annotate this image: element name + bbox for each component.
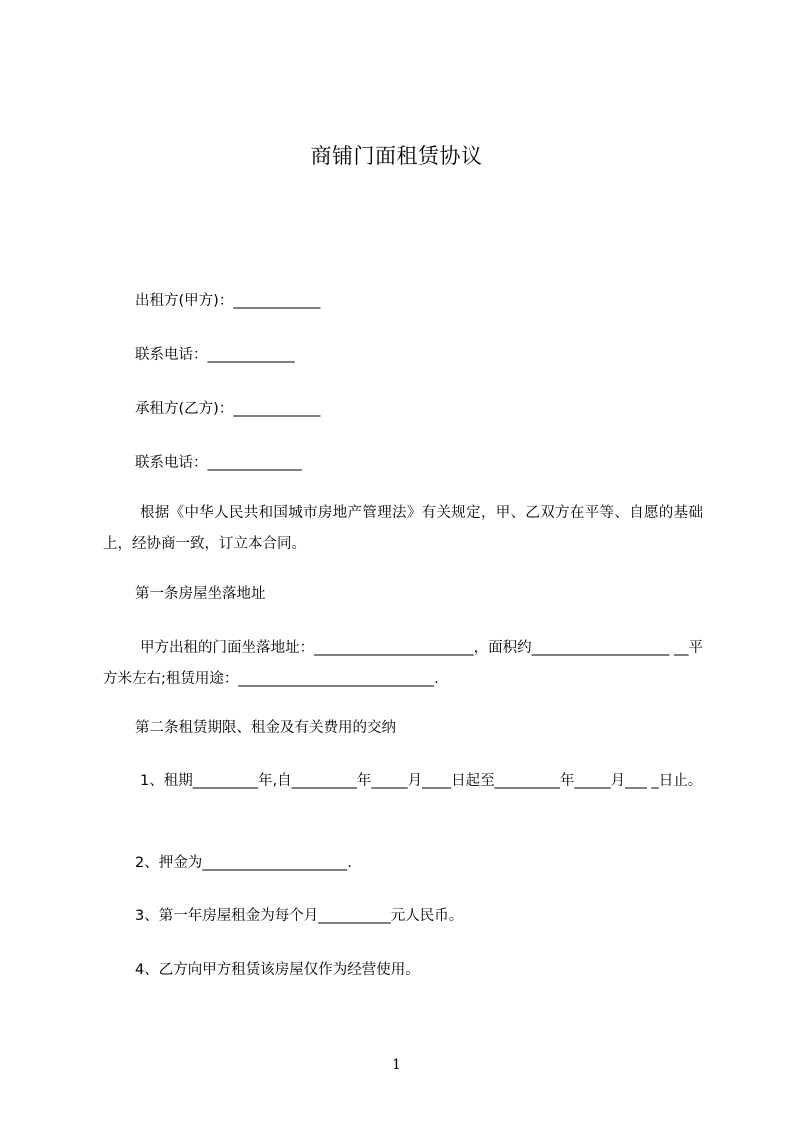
page-number: 1 [392,1057,401,1073]
article1-heading: 第一条房屋坐落地址 [135,586,266,602]
lessor-line: 出租方(甲方)：____________ [135,293,321,309]
preamble-paragraph: 根据《中华人民共和国城市房地产管理法》有关规定，甲、乙双方在平等、自愿的基础上，经协商一致，订立本合同。 [103,505,703,552]
lessee-phone-line: 联系电话：_____________ [135,455,302,471]
lessor-phone-line: 联系电话：____________ [135,347,295,363]
article2-item4: 4、乙方向甲方租赁该房屋仅作为经营使用。 [135,962,420,978]
article2-item2: 2、押金为____________________. [135,855,352,871]
article2-heading: 第二条租赁期限、租金及有关费用的交纳 [135,720,396,736]
article2-item3: 3、第一年房屋租金为每个月__________元人民币。 [135,908,464,924]
article2-item1: 1、租期_________年,自_________年_____月____日起至_________年_____月___ _日止。 [140,773,703,789]
lessee-line: 承租方(乙方)：____________ [135,401,321,417]
document-title: 商铺门面租赁协议 [310,144,483,168]
article1-text: 甲方出租的门面坐落地址：______________________，面积约___________________ __平方米左右;租赁用途：___________________________. [103,640,703,687]
